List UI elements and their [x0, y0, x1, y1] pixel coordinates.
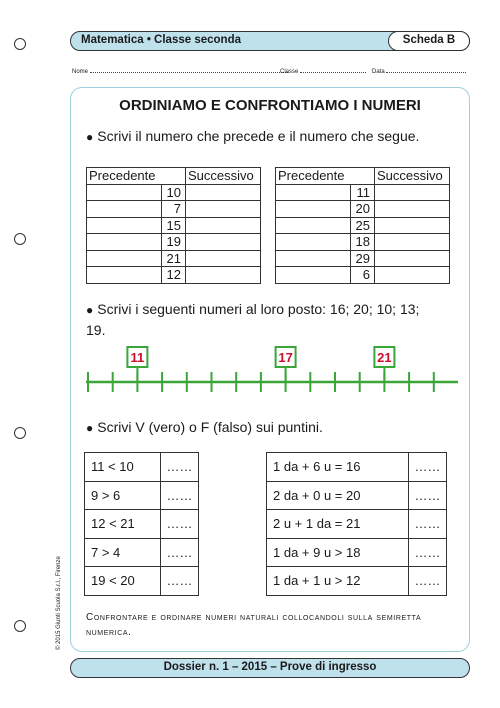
table-row [276, 184, 450, 201]
statement: 7 > 4 [85, 538, 161, 567]
table-row [267, 453, 447, 482]
col-prev-header: Precedente [87, 168, 186, 185]
subject-label: Matematica • Classe seconda [81, 34, 241, 46]
prev-next-table-left [86, 167, 261, 284]
answer-blank[interactable]: …… [161, 567, 199, 596]
answer-cell[interactable] [276, 217, 351, 234]
table-row [87, 201, 261, 218]
answer-cell[interactable] [186, 267, 261, 284]
name-field[interactable] [72, 67, 288, 75]
given-number: 7 [162, 201, 186, 218]
exercise2-text-line1: Scrivi i seguenti numeri al loro posto: 16; 20; 10; 13; [97, 301, 420, 317]
answer-cell[interactable] [375, 267, 450, 284]
exercise3-instruction [86, 419, 323, 435]
statement: 2 u + 1 da = 21 [267, 510, 409, 539]
answer-cell[interactable] [186, 250, 261, 267]
table-header-row [276, 168, 450, 185]
table-row [85, 453, 199, 482]
answer-cell[interactable] [186, 184, 261, 201]
exercise3-text: Scrivi V (vero) o F (falso) sui puntini. [97, 419, 323, 435]
answer-cell[interactable] [375, 217, 450, 234]
statement: 9 > 6 [85, 481, 161, 510]
prev-next-table-right [275, 167, 450, 284]
answer-cell[interactable] [375, 234, 450, 251]
given-number: 6 [351, 267, 375, 284]
answer-cell[interactable] [276, 250, 351, 267]
statement: 19 < 20 [85, 567, 161, 596]
table-row [267, 481, 447, 510]
table-row [85, 538, 199, 567]
marked-number-label: 21 [377, 350, 392, 365]
answer-blank[interactable]: …… [409, 481, 447, 510]
statement: 11 < 10 [85, 453, 161, 482]
col-next-header: Successivo [375, 168, 450, 185]
answer-cell[interactable] [375, 201, 450, 218]
binder-hole-bottom [14, 620, 26, 632]
marked-number-label: 17 [278, 350, 293, 365]
name-blank[interactable] [90, 67, 288, 73]
table-header-row [87, 168, 261, 185]
answer-cell[interactable] [87, 217, 162, 234]
answer-blank[interactable]: …… [409, 510, 447, 539]
given-number: 11 [351, 184, 375, 201]
given-number: 20 [351, 201, 375, 218]
statement: 12 < 21 [85, 510, 161, 539]
table-row [276, 217, 450, 234]
answer-cell[interactable] [276, 267, 351, 284]
copyright-notice: © 2015 Giunti Scuola S.r.l., Firenze [56, 556, 62, 650]
table-row [87, 267, 261, 284]
given-number: 25 [351, 217, 375, 234]
date-blank[interactable] [386, 67, 466, 73]
given-number: 12 [162, 267, 186, 284]
statement: 1 da + 1 u > 12 [267, 567, 409, 596]
exercise2-instruction [86, 299, 419, 340]
true-false-table-right [266, 452, 447, 596]
table-row [87, 234, 261, 251]
marked-number-label: 11 [130, 350, 145, 365]
answer-blank[interactable]: …… [409, 567, 447, 596]
answer-cell[interactable] [186, 234, 261, 251]
col-next-header: Successivo [186, 168, 261, 185]
table-row [87, 250, 261, 267]
answer-cell[interactable] [375, 250, 450, 267]
given-number: 21 [162, 250, 186, 267]
date-label: Data [372, 69, 385, 75]
table-row [85, 567, 199, 596]
answer-blank[interactable]: …… [161, 538, 199, 567]
table-row [267, 567, 447, 596]
given-number: 29 [351, 250, 375, 267]
answer-blank[interactable]: …… [409, 538, 447, 567]
class-label: Classe [280, 69, 299, 75]
binder-hole-top [14, 38, 26, 50]
answer-cell[interactable] [186, 201, 261, 218]
page-title: ORDINIAMO E CONFRONTIAMO I NUMERI [119, 97, 421, 114]
statement: 1 da + 9 u > 18 [267, 538, 409, 567]
footer-bar: Dossier n. 1 – 2015 – Prove di ingresso [70, 658, 470, 678]
table-row [276, 250, 450, 267]
given-number: 10 [162, 184, 186, 201]
binder-hole-lower [14, 427, 26, 439]
answer-cell[interactable] [87, 184, 162, 201]
bullet-icon: ● [86, 130, 94, 144]
given-number: 18 [351, 234, 375, 251]
date-field[interactable] [372, 67, 466, 75]
answer-blank[interactable]: …… [409, 453, 447, 482]
answer-cell[interactable] [186, 217, 261, 234]
table-row [276, 201, 450, 218]
answer-cell[interactable] [87, 234, 162, 251]
given-number: 15 [162, 217, 186, 234]
answer-blank[interactable]: …… [161, 453, 199, 482]
answer-blank[interactable]: …… [161, 481, 199, 510]
answer-cell[interactable] [276, 184, 351, 201]
name-label: Nome [72, 69, 89, 75]
learning-objective: Confrontare e ordinare numeri naturali collocandoli sulla semiretta numerica. [86, 612, 422, 638]
statement: 1 da + 6 u = 16 [267, 453, 409, 482]
binder-hole-upper [14, 233, 26, 245]
exercise1-instruction [86, 128, 419, 144]
answer-cell[interactable] [276, 234, 351, 251]
bullet-icon: ● [86, 303, 94, 317]
answer-cell[interactable] [87, 250, 162, 267]
class-blank[interactable] [300, 67, 366, 73]
exercise1-text: Scrivi il numero che precede e il numero che segue. [97, 128, 420, 144]
given-number: 19 [162, 234, 186, 251]
col-prev-header: Precedente [276, 168, 375, 185]
table-row [85, 481, 199, 510]
table-row [85, 510, 199, 539]
answer-blank[interactable]: …… [161, 510, 199, 539]
answer-cell[interactable] [87, 267, 162, 284]
class-field[interactable] [280, 67, 366, 75]
table-row [87, 184, 261, 201]
true-false-table-left [84, 452, 199, 596]
header-bar [70, 31, 470, 51]
statement: 2 da + 0 u = 20 [267, 481, 409, 510]
number-line [86, 345, 462, 395]
exercise2-text-line2: 19. [86, 322, 106, 338]
table-row [267, 510, 447, 539]
answer-cell[interactable] [276, 201, 351, 218]
answer-cell[interactable] [375, 184, 450, 201]
sheet-label: Scheda B [388, 31, 470, 51]
table-row [276, 267, 450, 284]
table-row [276, 234, 450, 251]
answer-cell[interactable] [87, 201, 162, 218]
bullet-icon: ● [86, 421, 94, 435]
table-row [87, 217, 261, 234]
table-row [267, 538, 447, 567]
